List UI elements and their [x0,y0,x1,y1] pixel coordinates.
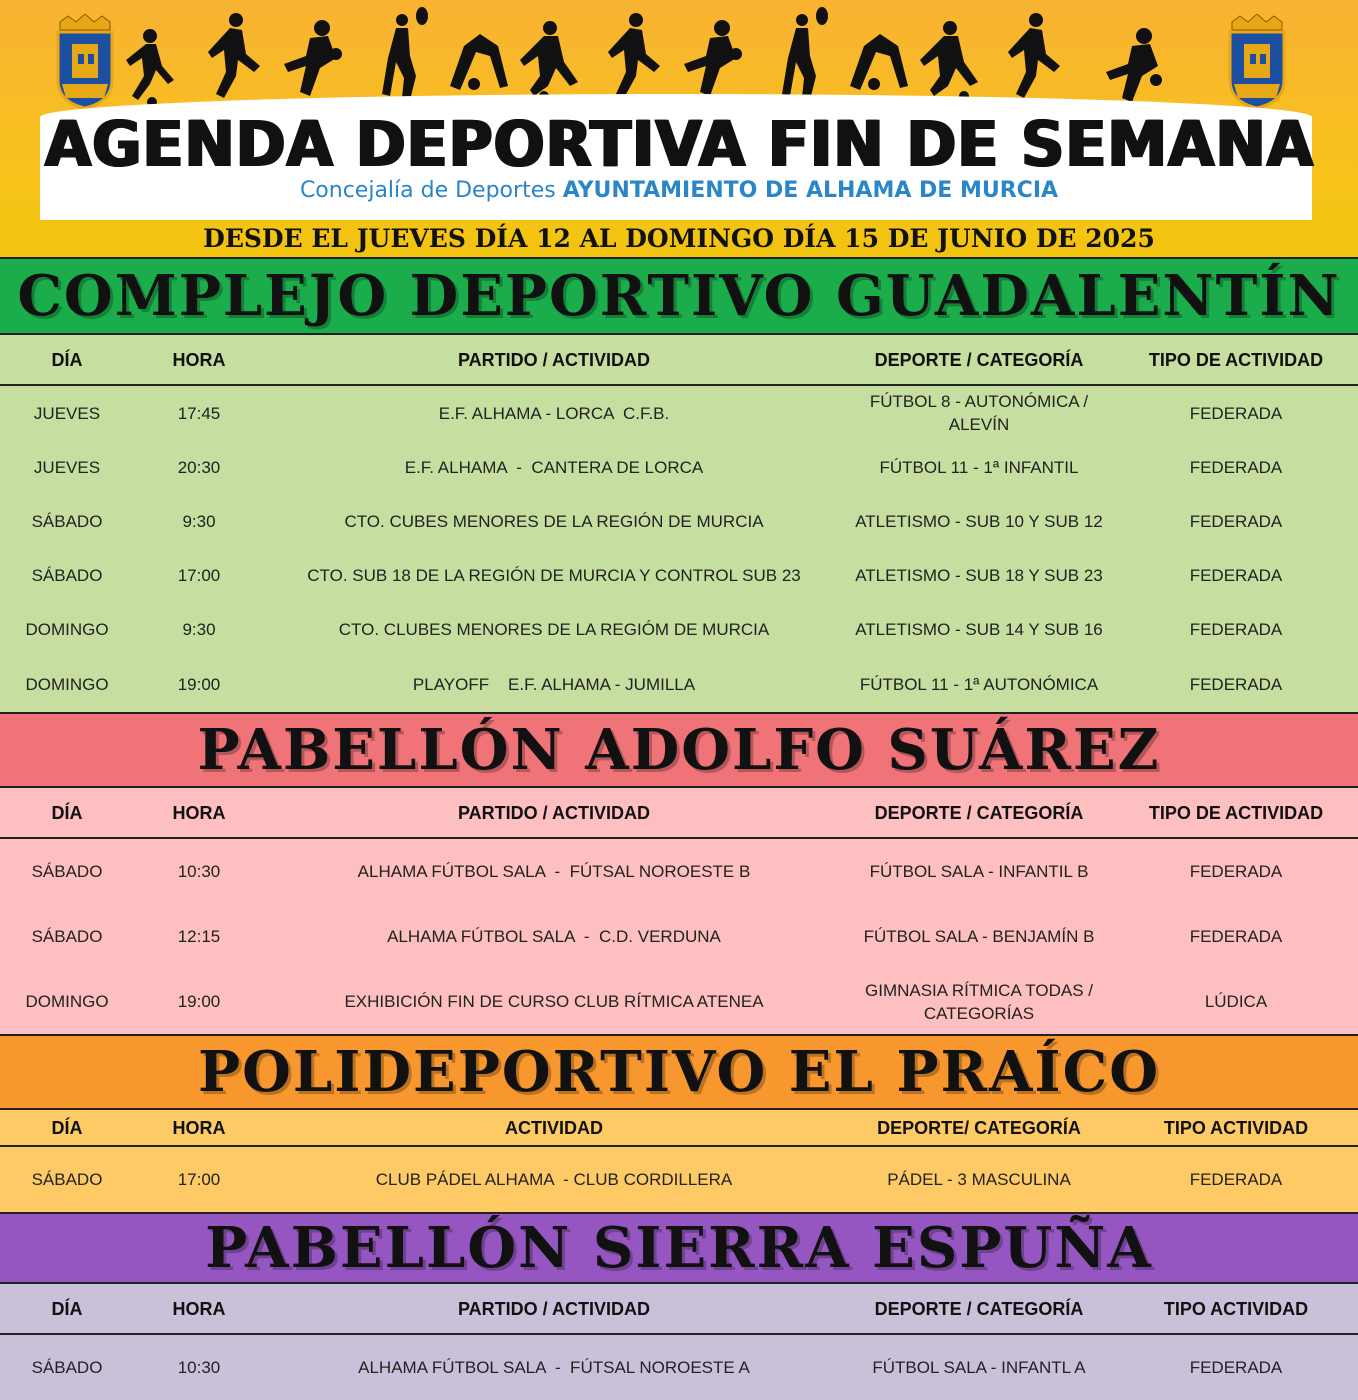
header-tipo: TIPO ACTIVIDAD [1163,1117,1309,1138]
venue-name: COMPLEJO DEPORTIVO GUADALENTÍN [17,263,1341,329]
cell-hora: 9:30 [182,619,216,639]
page-title: AGENDA DEPORTIVA FIN DE SEMANA [44,108,1314,182]
table-row [0,839,1358,904]
table-row [0,602,1358,656]
cell-hora: 17:00 [177,1170,221,1189]
cell-deporte: FÚTBOL SALA - INFANTIL B [869,862,1089,881]
cell-hora: 10:30 [177,862,221,881]
cell-deporte: FÚTBOL 11 - 1ª INFANTIL [879,457,1079,477]
table-row [0,494,1358,548]
header-deporte: DEPORTE / CATEGORÍA [874,1298,1084,1319]
schedule-table-sierra-espuna [0,1284,1358,1400]
cell-partido: ALHAMA FÚTBOL SALA - FÚTSAL NOROESTE A [358,1358,750,1377]
cell-dia: JUEVES [33,403,101,423]
cell-partido: PLAYOFF E.F. ALHAMA - JUMILLA [412,674,696,694]
cell-dia: SÁBADO [31,565,103,585]
cell-hora: 17:45 [177,403,221,423]
schedule-table-adolfo-suarez [0,788,1358,1034]
table-row [0,969,1358,1034]
cell-partido: CTO. SUB 18 DE LA REGIÓN DE MURCIA Y CONTROL SUB 23 [307,565,801,585]
cell-deporte: ATLETISMO - SUB 10 Y SUB 12 [855,511,1103,531]
soccer-player-icon [920,21,978,101]
table-row [0,386,1358,440]
header-dia: DÍA [51,349,83,370]
athlete-silhouettes-icon [120,6,1220,106]
venue-title-el-praico [0,1034,1358,1110]
cell-tipo: FEDERADA [1189,511,1283,531]
poster-header [0,0,1358,257]
header-partido: PARTIDO / ACTIVIDAD [458,802,650,823]
runner-icon [608,13,660,98]
header-deporte: DEPORTE / CATEGORÍA [874,349,1084,370]
runner-icon [1008,13,1060,98]
cell-tipo: FEDERADA [1189,927,1283,946]
cell-hora: 17:00 [177,565,221,585]
cell-dia: SÁBADO [31,511,103,531]
table-header [0,1284,1358,1334]
cell-hora: 19:00 [177,674,221,694]
table-row [0,440,1358,494]
cell-deporte: PÁDEL - 3 MASCULINA [887,1170,1071,1189]
table-header [0,1110,1358,1146]
schedule-table-el-praico [0,1110,1358,1212]
header-dia: DÍA [51,1298,83,1319]
table-header [0,788,1358,838]
cell-tipo: FEDERADA [1189,1170,1283,1189]
cell-tipo: FEDERADA [1189,1358,1283,1377]
venue-title-adolfo-suarez [0,712,1358,788]
cell-tipo: FEDERADA [1189,619,1283,639]
gymnast-icon [850,34,908,90]
town-crest-icon [1224,14,1290,110]
header-actividad: ACTIVIDAD [505,1117,603,1138]
venue-name: PABELLÓN ADOLFO SUÁREZ [197,717,1161,783]
cell-deporte: FÚTBOL 11 - 1ª AUTONÓMICA [859,674,1099,694]
table-row [0,656,1358,712]
cell-dia: SÁBADO [31,927,103,946]
cell-dia: JUEVES [33,457,101,477]
cell-partido: E.F. ALHAMA - LORCA C.F.B. [438,403,670,423]
cell-deporte: FÚTBOL 8 - AUTONÓMICA / ALEVÍN [869,392,1089,434]
header-dia: DÍA [51,802,83,823]
header-tipo: TIPO ACTIVIDAD [1163,1298,1309,1319]
table-header [0,335,1358,385]
header-partido: PARTIDO / ACTIVIDAD [458,349,650,370]
table-row [0,904,1358,969]
table-row [0,548,1358,602]
cell-partido: CTO. CLUBES MENORES DE LA REGIÓM DE MURCIA [338,619,770,639]
page-subtitle [0,178,1358,203]
cell-tipo: FEDERADA [1189,862,1283,881]
cell-hora: 12:15 [177,927,221,946]
cell-dia: SÁBADO [31,862,103,881]
cell-tipo: FEDERADA [1189,565,1283,585]
cell-dia: SÁBADO [31,1170,103,1189]
cell-dia: DOMINGO [25,674,109,694]
venue-name: POLIDEPORTIVO EL PRAÍCO [198,1039,1160,1105]
header-tipo: TIPO DE ACTIVIDAD [1148,349,1324,370]
cell-tipo: FEDERADA [1189,403,1283,423]
cell-hora: 9:30 [182,511,216,531]
tennis-player-icon [782,7,828,100]
header-hora: HORA [172,1298,226,1319]
runner-icon [126,29,174,106]
subtitle-organization: AYUNTAMIENTO DE ALHAMA DE MURCIA [562,178,1059,203]
cell-tipo: LÚDICA [1204,992,1268,1011]
soccer-player-icon [520,21,578,101]
cell-partido: CTO. CUBES MENORES DE LA REGIÓN DE MURCIA [344,511,764,531]
cell-tipo: FEDERADA [1189,457,1283,477]
header-dia: DÍA [51,1117,83,1138]
header-hora: HORA [172,1117,226,1138]
gymnast-icon [450,34,508,90]
tennis-player-icon [382,7,428,100]
cell-deporte: ATLETISMO - SUB 18 Y SUB 23 [855,565,1103,585]
table-row [0,1147,1358,1212]
cell-hora: 19:00 [177,992,221,1011]
cell-tipo: FEDERADA [1189,674,1283,694]
cell-dia: DOMINGO [25,992,109,1011]
cell-deporte: FÚTBOL SALA - BENJAMÍN B [863,927,1095,946]
venue-name: PABELLÓN SIERRA ESPUÑA [205,1215,1153,1281]
runner-icon [208,13,260,98]
basketball-player-icon [684,20,742,96]
header-tipo: TIPO DE ACTIVIDAD [1148,802,1324,823]
cell-partido: ALHAMA FÚTBOL SALA - FÚTSAL NOROESTE B [357,862,751,881]
cell-hora: 20:30 [177,457,221,477]
basketball-player-icon [284,20,342,96]
header-hora: HORA [172,802,226,823]
cell-deporte: FÚTBOL SALA - INFANTL A [872,1358,1086,1377]
header-deporte: DEPORTE/ CATEGORÍA [877,1117,1081,1138]
subtitle-prefix: Concejalía de Deportes [299,178,563,203]
cell-partido: EXHIBICIÓN FIN DE CURSO CLUB RÍTMICA ATENEA [344,992,764,1011]
schedule-table-guadalentin [0,335,1358,712]
cell-deporte: GIMNASIA RÍTMICA TODAS / CATEGORÍAS [865,980,1093,1023]
header-deporte: DEPORTE / CATEGORÍA [874,802,1084,823]
basketball-player-icon [1106,28,1162,102]
cell-deporte: ATLETISMO - SUB 14 Y SUB 16 [855,619,1103,639]
town-crest-icon [52,14,118,110]
cell-dia: SÁBADO [31,1358,103,1377]
header-partido: PARTIDO / ACTIVIDAD [458,1298,650,1319]
table-row [0,1335,1358,1400]
cell-hora: 10:30 [177,1358,221,1377]
header-hora: HORA [172,349,226,370]
cell-partido: E.F. ALHAMA - CANTERA DE LORCA [404,457,704,477]
cell-partido: CLUB PÁDEL ALHAMA - CLUB CORDILLERA [375,1170,733,1189]
cell-dia: DOMINGO [25,619,109,639]
venue-title-guadalentin [0,257,1358,335]
date-range: DESDE EL JUEVES DÍA 12 AL DOMINGO DÍA 15 DE JUNIO DE 2025 [203,224,1155,253]
cell-partido: ALHAMA FÚTBOL SALA - C.D. VERDUNA [387,927,721,946]
venue-title-sierra-espuna [0,1212,1358,1284]
